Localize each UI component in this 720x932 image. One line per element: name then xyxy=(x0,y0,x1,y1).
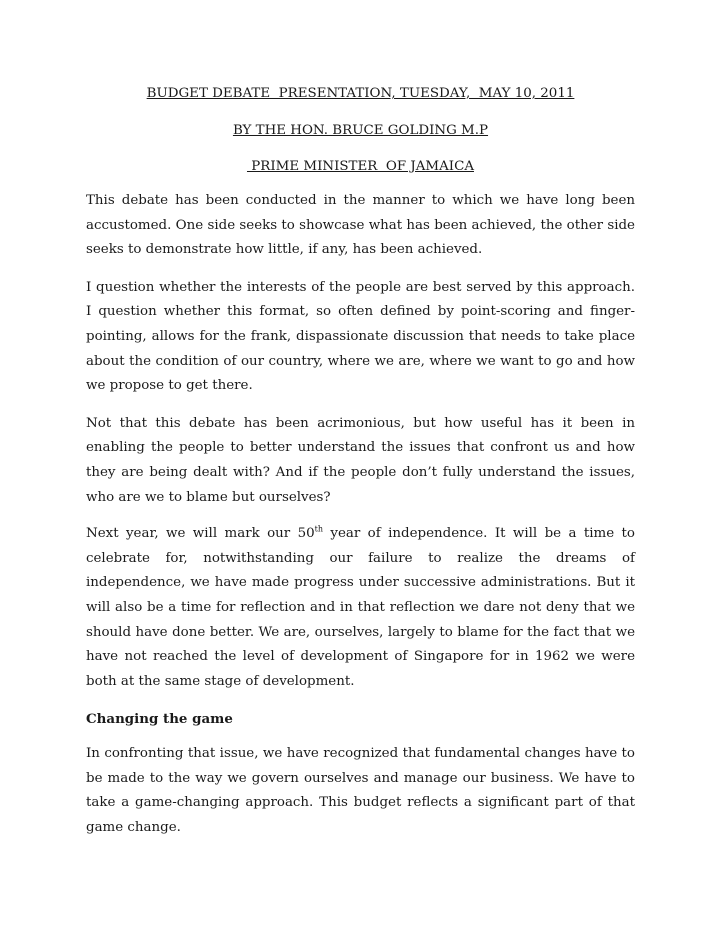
paragraph-4-rest: year of independence. It will be a time to celebrate for, notwithstanding our failure to realize the dreams of independence, we have made progress under successive administrations. But it will also be a time for reflection and in that reflection we dare not deny that we should have done better. We are, ourselves, largely to blame for the fact that we have not reached the level of development of Singapore for in 1962 we were both at the same stage of development. xyxy=(86,526,635,689)
heading-office: PRIME MINISTER OF JAMAICA xyxy=(246,159,474,174)
paragraph-4-start: Next year, we will mark our 50 xyxy=(86,526,315,542)
paragraph-5: In confronting that issue, we have recognized that fundamental changes have to be made to the way we govern ourselves and manage our business. We have to take a game-changing approach. This budget reflects a significant part of that game change. xyxy=(86,746,635,836)
ordinal-suffix: th xyxy=(314,524,324,534)
paragraph-4 xyxy=(86,522,635,694)
paragraph-1: This debate has been conducted in the manner to which we have long been accustomed. One side seeks to showcase what has been achieved, the other side seeks to demonstrate how little, if any, has been achieved. xyxy=(86,193,635,258)
paragraph-3: Not that this debate has been acrimonious, but how useful has it been in enabling the people to better understand the issues that confront us and how they are being dealt with? And if the people don’t fully understand the issues, who are we to blame but ourselves? xyxy=(86,415,635,505)
paragraph-2: I question whether the interests of the people are best served by this approach. I question whether this format, so often defined by point-scoring and finger-pointing, allows for the frank, dispassionate discussion that needs to take place about the condition of our country, where we are, where we want to go and how we propose to get there. xyxy=(86,279,635,394)
document-page xyxy=(86,84,635,855)
section-heading: Changing the game xyxy=(86,711,233,728)
heading-title: BUDGET DEBATE PRESENTATION, TUESDAY, MAY 10, 2011 xyxy=(146,86,575,101)
heading-author: BY THE HON. BRUCE GOLDING M.P xyxy=(232,123,489,138)
